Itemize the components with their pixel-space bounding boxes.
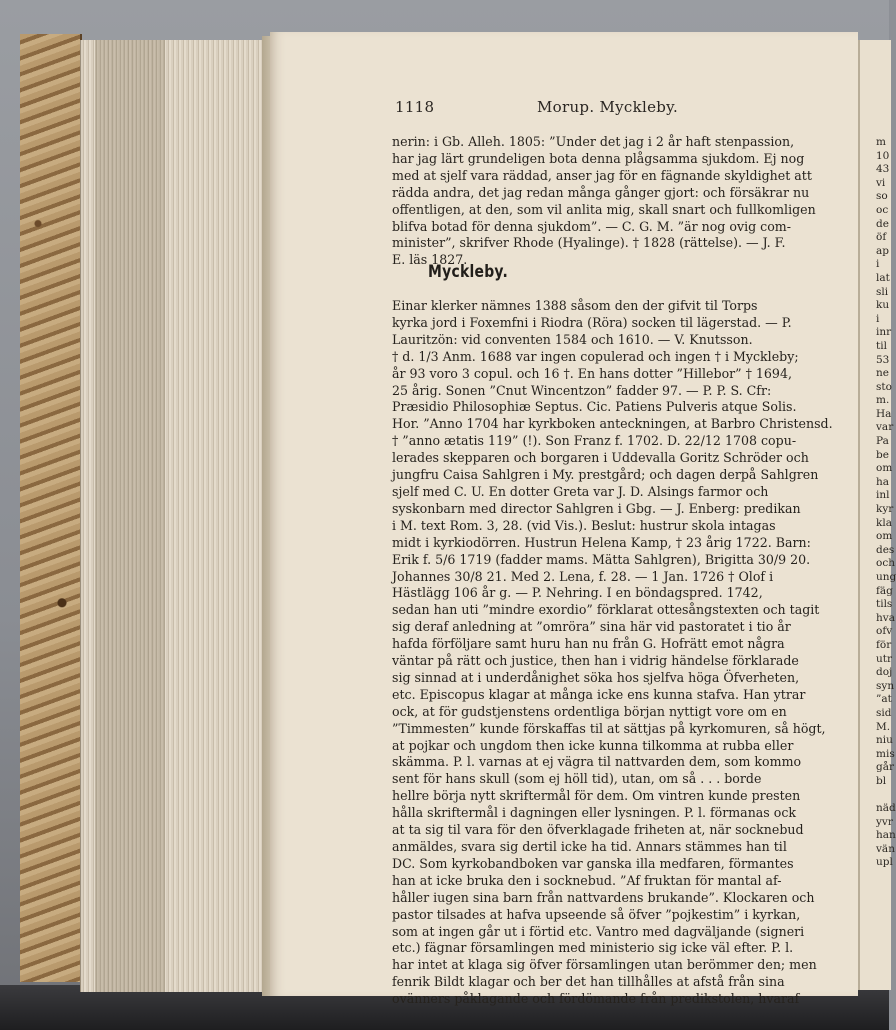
text-line: anmäldes, svara sig dertil icke ha tid. Annars stämmes han til xyxy=(392,839,787,854)
text-line: sig sinnad at i underdånighet söka hos sjelfva höga Öfverheten, xyxy=(392,669,800,685)
text-line: at ta sig til vara för den öfverklagade friheten at, när socknebud xyxy=(392,822,804,838)
text-line: DC. Som kyrkobandboken var ganska illa medfaren, förmantes xyxy=(392,855,794,871)
text-line: fenrik Bildt klagar och ber det han tillhålles at afstå från sina xyxy=(392,974,785,990)
text-line: jungfru Caisa Sahlgren i My. prestgård; och dagen derpå Sahlgren xyxy=(392,467,819,483)
right-page-fragment: 43 xyxy=(876,163,890,176)
text-line: pastor tilsades at hafva upseende så öfver ”pojkestim” i kyrkan, xyxy=(392,906,801,922)
page-header xyxy=(395,98,695,118)
right-page-fragment: m xyxy=(876,136,886,148)
text-line: ovänners påklagande och fördömande från predikstolen, hvaraf xyxy=(392,991,800,1007)
text-line: sent för hans skull (som ej höll tid), utan, om så . . . borde xyxy=(392,771,762,787)
text-line: etc.) fägnar församlingen med ministerio sig icke väl efter. P. l. xyxy=(392,940,794,956)
right-page-fragment: ung xyxy=(876,571,896,583)
right-page-fragment: mis xyxy=(876,747,895,760)
text-line: minister”, skrifver Rhode (Hyalinge). † 1828 (rättelse). — J. F. xyxy=(392,235,786,251)
right-page-edge xyxy=(858,40,896,990)
right-page-fragment: han xyxy=(876,829,896,842)
right-page-fragment: fäg xyxy=(876,584,893,597)
right-page-fragment: går xyxy=(876,761,895,774)
right-page-fragment: des xyxy=(876,543,895,556)
right-page-fragment: ofv xyxy=(876,625,893,638)
right-page-fragment: ne xyxy=(876,367,889,380)
text-line: etc. Episcopus klagar at många icke ens kunna stafva. Han ytrar xyxy=(392,686,806,702)
right-page-fragment: ”at xyxy=(876,693,892,706)
text-line: har intet at klaga sig öfver församlingen utan berömmer den; men xyxy=(392,957,817,973)
text-line: offentligen, at den, som vil anlita mig, skall snart och fullkomligen xyxy=(392,201,816,217)
right-page-fragment: vän xyxy=(876,842,895,855)
right-page-fragment: m. xyxy=(876,394,890,407)
text-line: hålla skriftermål i dagningen eller lysningen. P. l. förmanas ock xyxy=(392,805,797,821)
text-line: Præsidio Philosophiæ Septus. Cic. Patiens Pulveris atque Solis. xyxy=(392,399,797,415)
right-page-fragment: sto xyxy=(876,380,892,393)
right-page-fragment: utr xyxy=(876,652,893,665)
text-line: Lauritzön: vid conventen 1584 och 1610. — V. Knutsson. xyxy=(392,331,753,347)
page-stack-shading xyxy=(95,40,165,992)
text-line: midt i kyrkiodörren. Hustrun Helena Kamp, † 23 årig 1722. Barn: xyxy=(392,534,811,550)
entry-morup-text xyxy=(392,134,818,269)
text-line: i M. text Rom. 3, 28. (vid Vis.). Beslut: hustrur skola intagas xyxy=(392,517,776,533)
right-page-fragment: om xyxy=(876,530,893,543)
right-page-fragment: öf xyxy=(876,231,887,244)
right-page-fragment: de xyxy=(876,217,889,230)
right-page-fragment: och xyxy=(876,557,895,570)
right-page-fragment: bl xyxy=(876,774,887,787)
text-line: † d. 1/3 Anm. 1688 var ingen copulerad och ingen † i Myckleby; xyxy=(392,348,799,364)
right-page-fragment: M. xyxy=(876,720,891,733)
right-page-fragment: 53 xyxy=(876,353,890,366)
right-page-fragment xyxy=(876,789,891,803)
text-line: Einar klerker nämnes 1388 såsom den der gifvit til Torps xyxy=(392,298,758,313)
text-line: med at sjelf vara räddad, anser jag för en fägnande skyldighet att xyxy=(392,167,812,183)
text-line: år 93 voro 3 copul. och 16 †. En hans dotter ”Hillebor” † 1694, xyxy=(392,365,792,381)
text-line: Hor. ”Anno 1704 har kyrkboken anteckningen, at Barbro Christensd. xyxy=(392,416,833,432)
right-page-fragment: niu xyxy=(876,734,893,747)
text-line: lerades skepparen och borgaren i Uddevalla Goritz Schröder och xyxy=(392,450,809,466)
text-line: † ”anno ætatis 119” (!). Son Franz f. 1702. D. 22/12 1708 copu- xyxy=(392,433,797,449)
right-page-fragment: i xyxy=(876,312,880,325)
right-page-fragment: ha xyxy=(876,475,890,488)
text-line: hafda förföljare samt huru han nu från G. Hofrätt emot några xyxy=(392,636,785,652)
text-line: väntar på rätt och justice, then han i vidrig händelse förklarade xyxy=(392,653,799,669)
page-number: 1118 xyxy=(395,98,435,116)
text-line: rädda andra, det jag redan många gånger gjort: och försäkrar nu xyxy=(392,184,810,200)
right-page-fragment: yvr xyxy=(876,815,893,828)
right-page-text-fragments xyxy=(860,40,896,870)
right-page-fragment: vi xyxy=(876,176,886,189)
right-page-fragment: kyr xyxy=(876,503,894,516)
text-line: ”Timmesten” kunde förskaffas til at sättjas på kyrkomuren, så högt, xyxy=(392,720,826,736)
text-line: Erik f. 5/6 1719 (fadder mams. Mätta Sahlgren), Brigitta 30/9 20. xyxy=(392,551,811,567)
right-page-fragment: sid xyxy=(876,706,892,719)
entry-myckleby-text xyxy=(392,298,833,1008)
running-title: Morup. Myckleby. xyxy=(537,98,679,116)
text-line: sig deraf anledning at ”omröra” sina här vid pastoratet i tio år xyxy=(392,619,791,635)
section-title: Myckleby. xyxy=(428,262,509,282)
right-page-fragment: doj xyxy=(876,666,893,679)
text-line: 25 årig. Sonen ”Cnut Wincentzon” fadder 97. — P. P. S. Cfr: xyxy=(392,382,772,398)
text-line: han at icke bruka den i socknebud. ”Af fruktan för mantal af- xyxy=(392,872,782,888)
right-page-fragment: ap xyxy=(876,244,889,257)
book-cover-edge xyxy=(20,34,82,982)
text-line: sjelf med C. U. En dotter Greta var J. D. Alsings farmor och xyxy=(392,483,769,499)
right-page-fragment: oc xyxy=(876,203,889,216)
right-page-fragment: ku xyxy=(876,299,890,312)
text-line: blifva botad för denna sjukdom”. — C. G. M. ”är nog ovig com- xyxy=(392,218,791,234)
right-page-fragment: upl xyxy=(876,856,893,869)
right-page-fragment: be xyxy=(876,448,889,461)
right-page-fragment: om xyxy=(876,462,893,475)
right-page-fragment: näd xyxy=(876,802,896,815)
text-line: sedan han uti ”mindre exordio” förklarat ottesångstexten och tagit xyxy=(392,602,820,618)
text-line: nerin: i Gb. Alleh. 1805: ”Under det jag i 2 år haft stenpassion, xyxy=(392,134,795,149)
text-line: skämma. P. l. varnas at ej vägra til nattvarden dem, som kommo xyxy=(392,754,802,770)
right-page-fragment: so xyxy=(876,190,888,203)
text-line: E. läs 1827. xyxy=(392,252,468,268)
text-line: håller iugen sina barn från nattvardens brukande”. Klockaren och xyxy=(392,889,815,905)
text-line: har jag lärt grundeligen bota denna plågsamma sjukdom. Ej nog xyxy=(392,150,805,166)
right-page-fragment: inl xyxy=(876,489,890,502)
right-page-fragment: hva xyxy=(876,611,895,624)
right-page-fragment: Pa xyxy=(876,435,889,448)
right-page-fragment: sli xyxy=(876,285,889,298)
right-page-fragment: lat xyxy=(876,271,890,284)
right-page-fragment: Ha xyxy=(876,407,892,420)
right-page-fragment: inr xyxy=(876,326,892,339)
text-line: syskonbarn med director Sahlgren i Gbg. — J. Enberg: predikan xyxy=(392,500,801,516)
right-page-fragment: i xyxy=(876,258,880,271)
text-line: at pojkar och ungdom then icke kunna tilkomma at rubba eller xyxy=(392,737,794,753)
right-page-fragment: var xyxy=(876,421,894,434)
text-line: hellre börja nytt skriftermål för dem. Om vintren kunde presten xyxy=(392,788,801,804)
right-page-fragment: syn xyxy=(876,679,895,692)
right-page-fragment: för xyxy=(876,638,892,651)
text-line: som at ingen går ut i förtid etc. Vantro med dagväljande (signeri xyxy=(392,923,805,939)
text-line: kyrka jord i Foxemfni i Riodra (Röra) socken til lägerstad. — P. xyxy=(392,314,792,330)
right-page-fragment: til xyxy=(876,339,887,352)
text-line: Johannes 30/8 21. Med 2. Lena, f. 28. — 1 Jan. 1726 † Olof i xyxy=(392,568,774,584)
right-page-fragment: kla xyxy=(876,516,892,529)
text-line: Hästlägg 106 år g. — P. Nehring. I en böndagspred. 1742, xyxy=(392,585,763,601)
right-page-fragment: 10 xyxy=(876,149,890,162)
text-line: ock, at för gudstjenstens ordentliga början nyttigt vore om en xyxy=(392,703,787,719)
right-page-fragment: tils xyxy=(876,598,893,611)
